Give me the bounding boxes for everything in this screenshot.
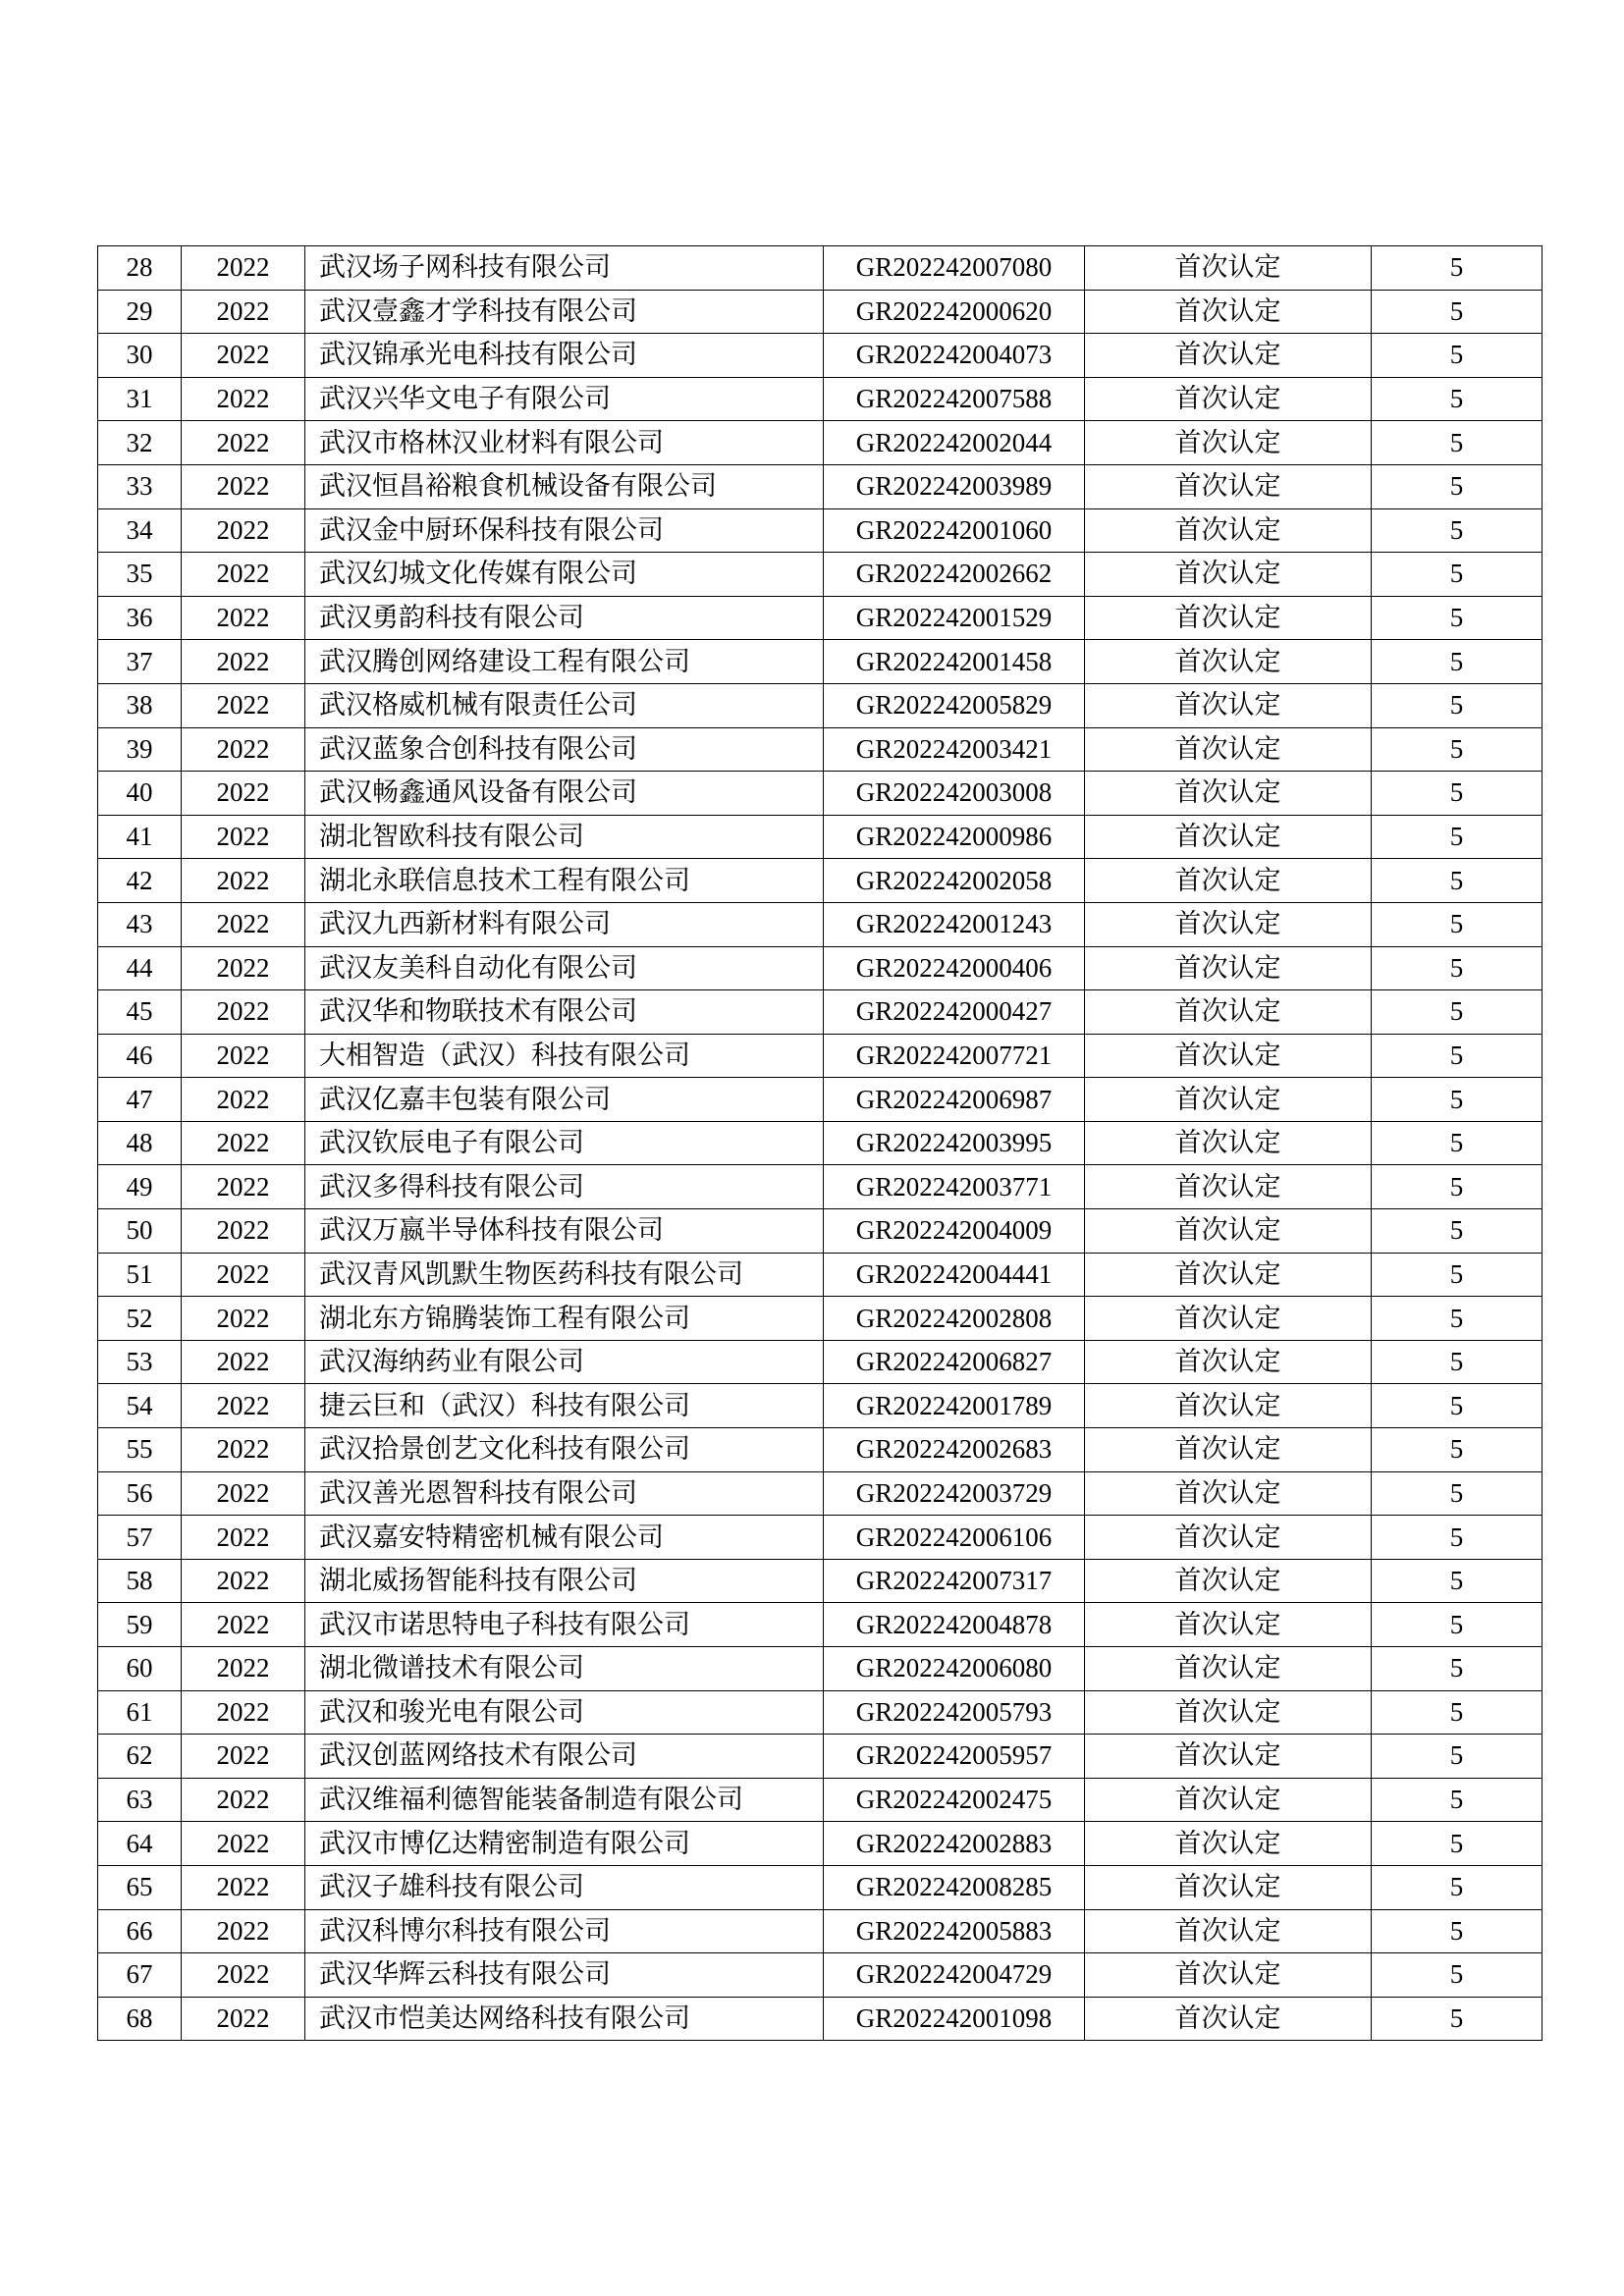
certificate-number: GR202242005883 [824, 1909, 1085, 1953]
row-number: 41 [98, 815, 182, 859]
table-row [98, 902, 1543, 946]
company-name: 武汉友美科自动化有限公司 [305, 946, 824, 990]
certification-type: 首次认定 [1085, 1647, 1372, 1691]
year-cell: 2022 [182, 990, 305, 1035]
row-number: 59 [98, 1603, 182, 1647]
year-cell: 2022 [182, 1953, 305, 1998]
row-number: 46 [98, 1034, 182, 1078]
company-name: 武汉亿嘉丰包装有限公司 [305, 1078, 824, 1122]
company-name: 武汉幻城文化传媒有限公司 [305, 553, 824, 597]
certificate-number: GR202242003729 [824, 1471, 1085, 1516]
certificate-number: GR202242006827 [824, 1340, 1085, 1384]
row-number: 67 [98, 1953, 182, 1998]
certificate-number: GR202242003995 [824, 1121, 1085, 1165]
row-number: 30 [98, 334, 182, 378]
year-cell: 2022 [182, 1034, 305, 1078]
certificate-number: GR202242003421 [824, 727, 1085, 772]
year-cell: 2022 [182, 1690, 305, 1735]
certificate-number: GR202242005957 [824, 1735, 1085, 1779]
table-row [98, 1953, 1543, 1998]
certificate-number: GR202242002662 [824, 553, 1085, 597]
row-number: 55 [98, 1428, 182, 1472]
company-name: 湖北微谱技术有限公司 [305, 1647, 824, 1691]
company-name: 武汉嘉安特精密机械有限公司 [305, 1516, 824, 1560]
company-name: 武汉科博尔科技有限公司 [305, 1909, 824, 1953]
table-row [98, 1078, 1543, 1122]
company-name: 武汉创蓝网络技术有限公司 [305, 1735, 824, 1779]
row-number: 34 [98, 508, 182, 553]
row-number: 51 [98, 1253, 182, 1297]
certification-type: 首次认定 [1085, 553, 1372, 597]
certification-type: 首次认定 [1085, 1953, 1372, 1998]
certificate-number: GR202242007080 [824, 246, 1085, 291]
certificate-number: GR202242002058 [824, 859, 1085, 903]
validity-years: 5 [1372, 596, 1543, 640]
company-name: 武汉畅鑫通风设备有限公司 [305, 772, 824, 816]
row-number: 53 [98, 1340, 182, 1384]
certification-type: 首次认定 [1085, 1165, 1372, 1209]
table-row [98, 334, 1543, 378]
table-row [98, 464, 1543, 508]
company-name: 武汉市博亿达精密制造有限公司 [305, 1822, 824, 1866]
certification-type: 首次认定 [1085, 421, 1372, 465]
row-number: 31 [98, 377, 182, 421]
year-cell: 2022 [182, 1603, 305, 1647]
certification-type: 首次认定 [1085, 464, 1372, 508]
year-cell: 2022 [182, 640, 305, 684]
certificate-number: GR202242002883 [824, 1822, 1085, 1866]
certification-type: 首次认定 [1085, 1909, 1372, 1953]
certification-type: 首次认定 [1085, 1428, 1372, 1472]
certification-type: 首次认定 [1085, 1516, 1372, 1560]
table-row [98, 815, 1543, 859]
certificate-number: GR202242006106 [824, 1516, 1085, 1560]
validity-years: 5 [1372, 1121, 1543, 1165]
certificate-number: GR202242001529 [824, 596, 1085, 640]
validity-years: 5 [1372, 640, 1543, 684]
company-name: 捷云巨和（武汉）科技有限公司 [305, 1384, 824, 1428]
certificate-number: GR202242002683 [824, 1428, 1085, 1472]
validity-years: 5 [1372, 1603, 1543, 1647]
year-cell: 2022 [182, 334, 305, 378]
row-number: 68 [98, 1997, 182, 2041]
certificate-number: GR202242007317 [824, 1559, 1085, 1603]
row-number: 60 [98, 1647, 182, 1691]
certificate-number: GR202242000427 [824, 990, 1085, 1035]
validity-years: 5 [1372, 464, 1543, 508]
certificate-number: GR202242005793 [824, 1690, 1085, 1735]
company-name: 武汉多得科技有限公司 [305, 1165, 824, 1209]
company-name: 武汉拾景创艺文化科技有限公司 [305, 1428, 824, 1472]
table-row [98, 859, 1543, 903]
validity-years: 5 [1372, 1428, 1543, 1472]
validity-years: 5 [1372, 246, 1543, 291]
certificate-number: GR202242002808 [824, 1297, 1085, 1341]
year-cell: 2022 [182, 1297, 305, 1341]
company-name: 武汉青风凯默生物医药科技有限公司 [305, 1253, 824, 1297]
certification-type: 首次认定 [1085, 772, 1372, 816]
certificate-number: GR202242003771 [824, 1165, 1085, 1209]
certificate-number: GR202242004441 [824, 1253, 1085, 1297]
validity-years: 5 [1372, 334, 1543, 378]
year-cell: 2022 [182, 1865, 305, 1909]
table-row [98, 1340, 1543, 1384]
company-name: 武汉场子网科技有限公司 [305, 246, 824, 291]
company-name: 武汉腾创网络建设工程有限公司 [305, 640, 824, 684]
row-number: 66 [98, 1909, 182, 1953]
year-cell: 2022 [182, 508, 305, 553]
table-row [98, 1209, 1543, 1254]
certification-type: 首次认定 [1085, 1778, 1372, 1822]
certificate-number: GR202242001098 [824, 1997, 1085, 2041]
certification-type: 首次认定 [1085, 508, 1372, 553]
company-name: 武汉市诺思特电子科技有限公司 [305, 1603, 824, 1647]
certificate-number: GR202242000620 [824, 290, 1085, 334]
year-cell: 2022 [182, 1209, 305, 1254]
certification-type: 首次认定 [1085, 683, 1372, 727]
row-number: 39 [98, 727, 182, 772]
company-name: 湖北威扬智能科技有限公司 [305, 1559, 824, 1603]
year-cell: 2022 [182, 1909, 305, 1953]
table-row [98, 1384, 1543, 1428]
validity-years: 5 [1372, 1735, 1543, 1779]
table-row [98, 1516, 1543, 1560]
year-cell: 2022 [182, 1340, 305, 1384]
validity-years: 5 [1372, 727, 1543, 772]
certificate-number: GR202242000406 [824, 946, 1085, 990]
table-row [98, 1471, 1543, 1516]
row-number: 40 [98, 772, 182, 816]
validity-years: 5 [1372, 508, 1543, 553]
table-row [98, 1647, 1543, 1691]
certificate-number: GR202242004729 [824, 1953, 1085, 1998]
table-row [98, 772, 1543, 816]
certificate-number: GR202242001060 [824, 508, 1085, 553]
year-cell: 2022 [182, 1078, 305, 1122]
row-number: 63 [98, 1778, 182, 1822]
validity-years: 5 [1372, 1997, 1543, 2041]
validity-years: 5 [1372, 1384, 1543, 1428]
certificate-number: GR202242002044 [824, 421, 1085, 465]
validity-years: 5 [1372, 421, 1543, 465]
year-cell: 2022 [182, 290, 305, 334]
company-name: 武汉蓝象合创科技有限公司 [305, 727, 824, 772]
row-number: 49 [98, 1165, 182, 1209]
year-cell: 2022 [182, 772, 305, 816]
year-cell: 2022 [182, 1822, 305, 1866]
table-row [98, 246, 1543, 291]
year-cell: 2022 [182, 946, 305, 990]
validity-years: 5 [1372, 1909, 1543, 1953]
row-number: 61 [98, 1690, 182, 1735]
year-cell: 2022 [182, 1428, 305, 1472]
company-name: 武汉维福利德智能装备制造有限公司 [305, 1778, 824, 1822]
validity-years: 5 [1372, 990, 1543, 1035]
company-name: 武汉和骏光电有限公司 [305, 1690, 824, 1735]
certificate-number: GR202242007588 [824, 377, 1085, 421]
row-number: 57 [98, 1516, 182, 1560]
row-number: 52 [98, 1297, 182, 1341]
year-cell: 2022 [182, 377, 305, 421]
validity-years: 5 [1372, 1471, 1543, 1516]
year-cell: 2022 [182, 1647, 305, 1691]
table-row [98, 377, 1543, 421]
year-cell: 2022 [182, 1559, 305, 1603]
company-list-table [97, 245, 1543, 2041]
validity-years: 5 [1372, 1297, 1543, 1341]
validity-years: 5 [1372, 1690, 1543, 1735]
row-number: 42 [98, 859, 182, 903]
row-number: 50 [98, 1209, 182, 1254]
row-number: 37 [98, 640, 182, 684]
certificate-number: GR202242007721 [824, 1034, 1085, 1078]
certificate-number: GR202242001243 [824, 902, 1085, 946]
table-row [98, 1603, 1543, 1647]
certification-type: 首次认定 [1085, 377, 1372, 421]
table-row [98, 1865, 1543, 1909]
table-row [98, 1690, 1543, 1735]
company-name: 武汉市恺美达网络科技有限公司 [305, 1997, 824, 2041]
validity-years: 5 [1372, 902, 1543, 946]
year-cell: 2022 [182, 1778, 305, 1822]
row-number: 54 [98, 1384, 182, 1428]
certification-type: 首次认定 [1085, 1471, 1372, 1516]
table-row [98, 553, 1543, 597]
certificate-number: GR202242000986 [824, 815, 1085, 859]
validity-years: 5 [1372, 377, 1543, 421]
company-name: 武汉九西新材料有限公司 [305, 902, 824, 946]
table-row [98, 1778, 1543, 1822]
company-name: 武汉恒昌裕粮食机械设备有限公司 [305, 464, 824, 508]
certification-type: 首次认定 [1085, 1603, 1372, 1647]
row-number: 47 [98, 1078, 182, 1122]
row-number: 36 [98, 596, 182, 640]
certification-type: 首次认定 [1085, 990, 1372, 1035]
company-name: 武汉兴华文电子有限公司 [305, 377, 824, 421]
year-cell: 2022 [182, 859, 305, 903]
company-name: 湖北永联信息技术工程有限公司 [305, 859, 824, 903]
row-number: 45 [98, 990, 182, 1035]
company-name: 武汉华和物联技术有限公司 [305, 990, 824, 1035]
validity-years: 5 [1372, 1340, 1543, 1384]
validity-years: 5 [1372, 815, 1543, 859]
certificate-number: GR202242004073 [824, 334, 1085, 378]
certificate-number: GR202242004878 [824, 1603, 1085, 1647]
table-row [98, 290, 1543, 334]
certificate-number: GR202242001789 [824, 1384, 1085, 1428]
company-name: 武汉子雄科技有限公司 [305, 1865, 824, 1909]
table-row [98, 1997, 1543, 2041]
certification-type: 首次认定 [1085, 815, 1372, 859]
year-cell: 2022 [182, 1735, 305, 1779]
certification-type: 首次认定 [1085, 727, 1372, 772]
certification-type: 首次认定 [1085, 246, 1372, 291]
year-cell: 2022 [182, 683, 305, 727]
validity-years: 5 [1372, 1165, 1543, 1209]
certificate-number: GR202242003989 [824, 464, 1085, 508]
certification-type: 首次认定 [1085, 1997, 1372, 2041]
validity-years: 5 [1372, 1078, 1543, 1122]
row-number: 28 [98, 246, 182, 291]
certification-type: 首次认定 [1085, 1822, 1372, 1866]
row-number: 58 [98, 1559, 182, 1603]
company-name: 武汉锦承光电科技有限公司 [305, 334, 824, 378]
year-cell: 2022 [182, 1384, 305, 1428]
validity-years: 5 [1372, 683, 1543, 727]
row-number: 33 [98, 464, 182, 508]
year-cell: 2022 [182, 1516, 305, 1560]
company-name: 湖北东方锦腾装饰工程有限公司 [305, 1297, 824, 1341]
table-row [98, 1909, 1543, 1953]
company-name: 武汉市格林汉业材料有限公司 [305, 421, 824, 465]
validity-years: 5 [1372, 1822, 1543, 1866]
certificate-number: GR202242006080 [824, 1647, 1085, 1691]
validity-years: 5 [1372, 859, 1543, 903]
validity-years: 5 [1372, 1516, 1543, 1560]
table-row [98, 1297, 1543, 1341]
validity-years: 5 [1372, 1953, 1543, 1998]
validity-years: 5 [1372, 1647, 1543, 1691]
certification-type: 首次认定 [1085, 1078, 1372, 1122]
table-row [98, 1034, 1543, 1078]
certification-type: 首次认定 [1085, 859, 1372, 903]
company-name: 武汉海纳药业有限公司 [305, 1340, 824, 1384]
company-name: 武汉钦辰电子有限公司 [305, 1121, 824, 1165]
year-cell: 2022 [182, 553, 305, 597]
table-row [98, 421, 1543, 465]
table-row [98, 1165, 1543, 1209]
table-row [98, 1559, 1543, 1603]
company-name: 湖北智欧科技有限公司 [305, 815, 824, 859]
certification-type: 首次认定 [1085, 1865, 1372, 1909]
validity-years: 5 [1372, 553, 1543, 597]
row-number: 64 [98, 1822, 182, 1866]
certification-type: 首次认定 [1085, 1735, 1372, 1779]
certificate-number: GR202242001458 [824, 640, 1085, 684]
certificate-number: GR202242002475 [824, 1778, 1085, 1822]
year-cell: 2022 [182, 246, 305, 291]
certificate-number: GR202242003008 [824, 772, 1085, 816]
certification-type: 首次认定 [1085, 1297, 1372, 1341]
year-cell: 2022 [182, 727, 305, 772]
row-number: 62 [98, 1735, 182, 1779]
validity-years: 5 [1372, 1209, 1543, 1254]
row-number: 48 [98, 1121, 182, 1165]
validity-years: 5 [1372, 1559, 1543, 1603]
certification-type: 首次认定 [1085, 946, 1372, 990]
certification-type: 首次认定 [1085, 1034, 1372, 1078]
table-row [98, 1253, 1543, 1297]
company-name: 武汉善光恩智科技有限公司 [305, 1471, 824, 1516]
year-cell: 2022 [182, 421, 305, 465]
validity-years: 5 [1372, 946, 1543, 990]
certification-type: 首次认定 [1085, 1690, 1372, 1735]
table-row [98, 990, 1543, 1035]
year-cell: 2022 [182, 1121, 305, 1165]
table-row [98, 1822, 1543, 1866]
table-row [98, 640, 1543, 684]
company-name: 武汉万嬴半导体科技有限公司 [305, 1209, 824, 1254]
certification-type: 首次认定 [1085, 596, 1372, 640]
row-number: 35 [98, 553, 182, 597]
year-cell: 2022 [182, 596, 305, 640]
company-name: 武汉金中厨环保科技有限公司 [305, 508, 824, 553]
certificate-number: GR202242008285 [824, 1865, 1085, 1909]
certification-type: 首次认定 [1085, 1121, 1372, 1165]
certification-type: 首次认定 [1085, 902, 1372, 946]
validity-years: 5 [1372, 1865, 1543, 1909]
validity-years: 5 [1372, 772, 1543, 816]
certification-type: 首次认定 [1085, 640, 1372, 684]
row-number: 29 [98, 290, 182, 334]
validity-years: 5 [1372, 1034, 1543, 1078]
year-cell: 2022 [182, 815, 305, 859]
table-row [98, 596, 1543, 640]
table-row [98, 1735, 1543, 1779]
table-row [98, 1121, 1543, 1165]
year-cell: 2022 [182, 1253, 305, 1297]
validity-years: 5 [1372, 290, 1543, 334]
certification-type: 首次认定 [1085, 1340, 1372, 1384]
certification-type: 首次认定 [1085, 334, 1372, 378]
table-row [98, 946, 1543, 990]
row-number: 32 [98, 421, 182, 465]
row-number: 56 [98, 1471, 182, 1516]
row-number: 43 [98, 902, 182, 946]
year-cell: 2022 [182, 464, 305, 508]
certification-type: 首次认定 [1085, 290, 1372, 334]
table-row [98, 683, 1543, 727]
validity-years: 5 [1372, 1253, 1543, 1297]
certificate-number: GR202242004009 [824, 1209, 1085, 1254]
table-row [98, 508, 1543, 553]
certification-type: 首次认定 [1085, 1384, 1372, 1428]
row-number: 44 [98, 946, 182, 990]
company-name: 大相智造（武汉）科技有限公司 [305, 1034, 824, 1078]
table-row [98, 1428, 1543, 1472]
certification-type: 首次认定 [1085, 1209, 1372, 1254]
certificate-number: GR202242005829 [824, 683, 1085, 727]
certificate-number: GR202242006987 [824, 1078, 1085, 1122]
certification-type: 首次认定 [1085, 1559, 1372, 1603]
table-body [98, 246, 1543, 2041]
year-cell: 2022 [182, 1471, 305, 1516]
company-name: 武汉壹鑫才学科技有限公司 [305, 290, 824, 334]
year-cell: 2022 [182, 1165, 305, 1209]
row-number: 65 [98, 1865, 182, 1909]
row-number: 38 [98, 683, 182, 727]
company-name: 武汉华辉云科技有限公司 [305, 1953, 824, 1998]
year-cell: 2022 [182, 902, 305, 946]
company-name: 武汉勇韵科技有限公司 [305, 596, 824, 640]
validity-years: 5 [1372, 1778, 1543, 1822]
company-name: 武汉格威机械有限责任公司 [305, 683, 824, 727]
table-row [98, 727, 1543, 772]
year-cell: 2022 [182, 1997, 305, 2041]
certification-type: 首次认定 [1085, 1253, 1372, 1297]
